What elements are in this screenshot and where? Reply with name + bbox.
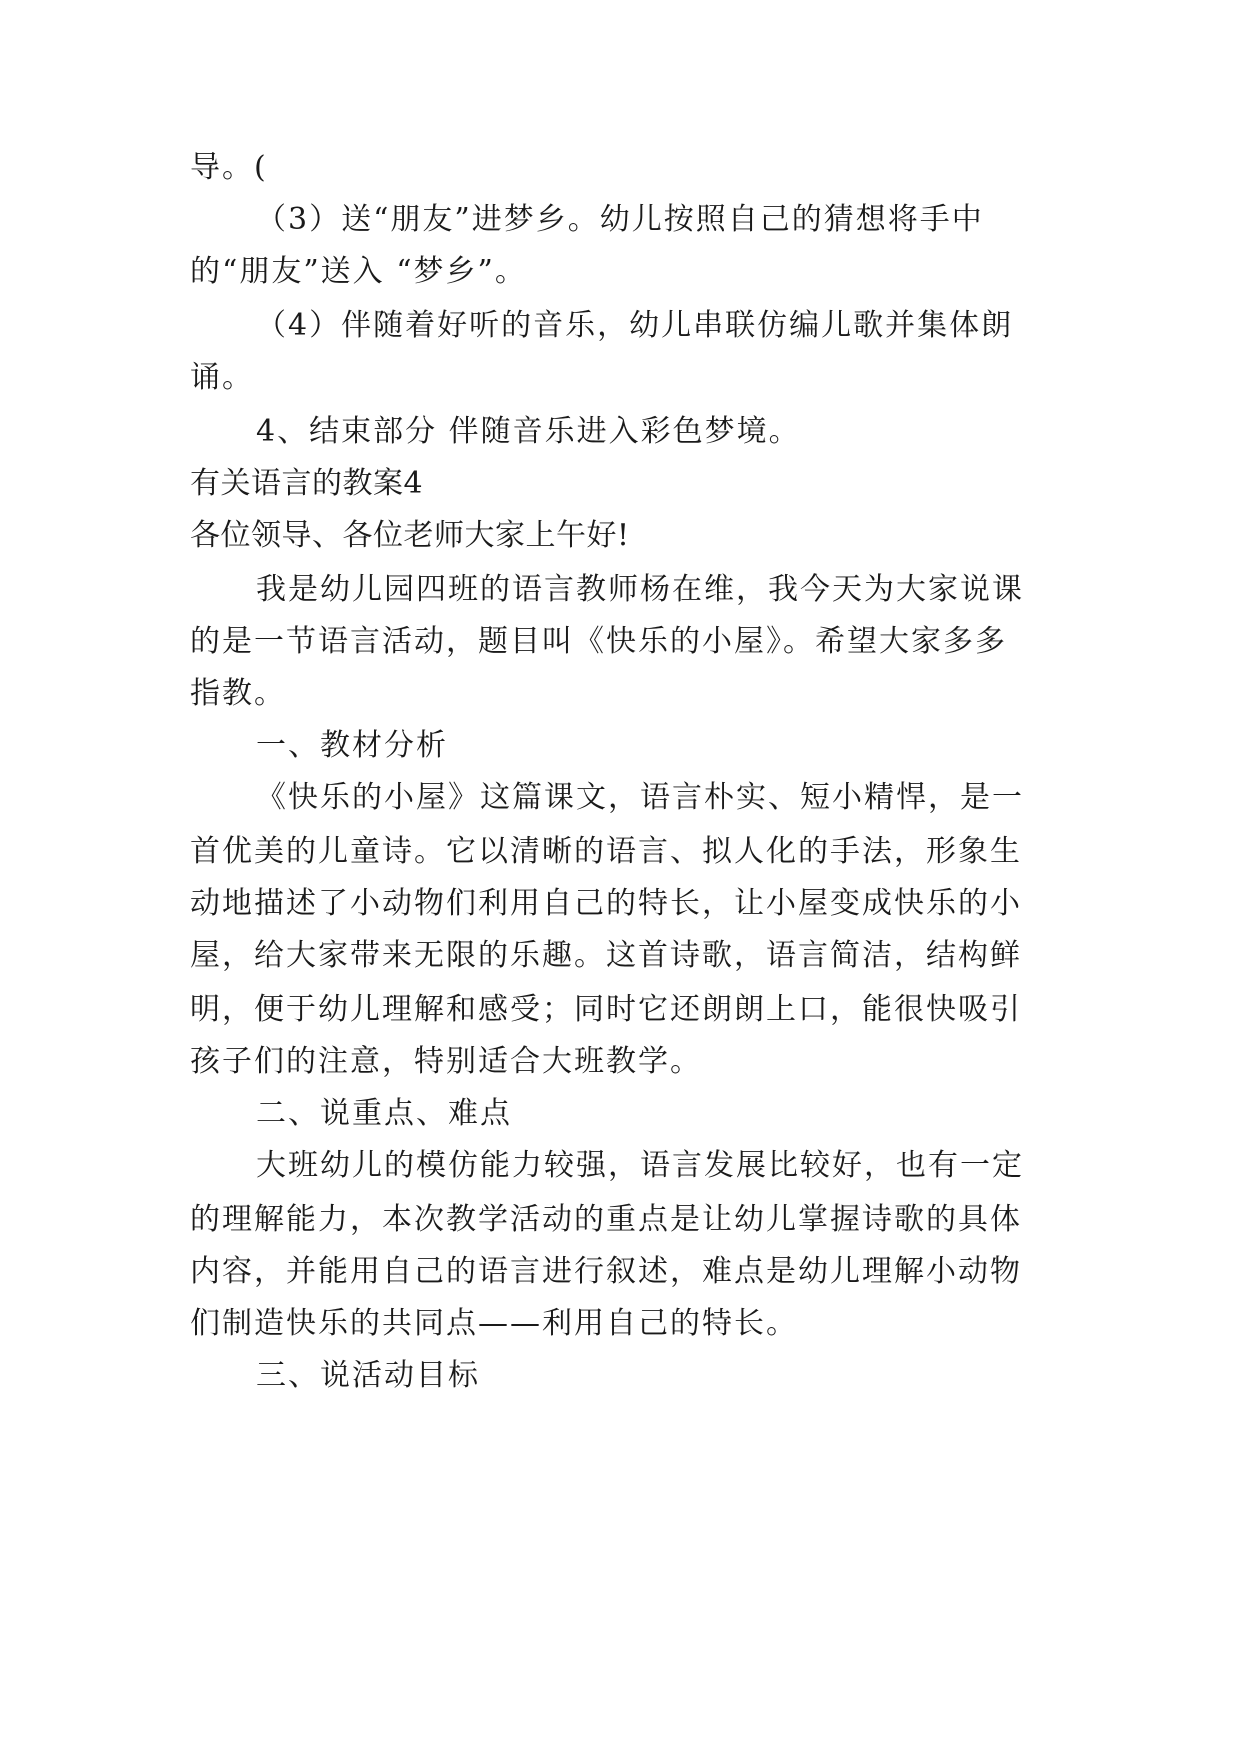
section-heading: 三、说活动目标 [256,1358,480,1393]
heading-line: 有关语言的教案4 [190,466,424,501]
text-line: 内容，并能用自己的语言进行叙述，难点是幼儿理解小动物 [190,1254,1022,1289]
text-line: 各位领导、各位老师大家上午好! [190,518,630,553]
text-line: 动地描述了小动物们利用自己的特长，让小屋变成快乐的小 [190,886,1022,921]
text-line: 明，便于幼儿理解和感受；同时它还朗朗上口，能很快吸引 [190,992,1022,1027]
text-line: 的是一节语言活动，题目叫《快乐的小屋》。希望大家多多 [190,624,1007,659]
text-line: 4、结束部分 伴随音乐进入彩色梦境。 [256,414,801,449]
section-heading: 二、说重点、难点 [256,1096,512,1131]
section-heading: 一、教材分析 [256,728,448,763]
text-line: 指教。 [190,676,286,711]
text-line: 我是幼儿园四班的语言教师杨在维，我今天为大家说课 [256,572,1024,607]
text-line: 们制造快乐的共同点——利用自己的特长。 [190,1306,798,1341]
text-line: 的“朋友”送入 “梦乡”。 [190,254,527,289]
text-line: 首优美的儿童诗。它以清晰的语言、拟人化的手法，形象生 [190,834,1022,869]
text-line: （3）送“朋友”进梦乡。幼儿按照自己的猜想将手中 [256,202,984,237]
text-line: （4）伴随着好听的音乐，幼儿串联仿编儿歌并集体朗 [256,308,1014,343]
text-line: 《快乐的小屋》这篇课文，语言朴实、短小精悍，是一 [256,780,1024,815]
text-line: 屋，给大家带来无限的乐趣。这首诗歌，语言简洁，结构鲜 [190,938,1022,973]
text-line: 的理解能力，本次教学活动的重点是让幼儿掌握诗歌的具体 [190,1202,1022,1237]
text-line: 孩子们的注意，特别适合大班教学。 [190,1044,702,1079]
text-line: 大班幼儿的模仿能力较强，语言发展比较好，也有一定 [256,1148,1024,1183]
text-line: 导。( [190,150,268,185]
text-line: 诵。 [190,360,254,395]
